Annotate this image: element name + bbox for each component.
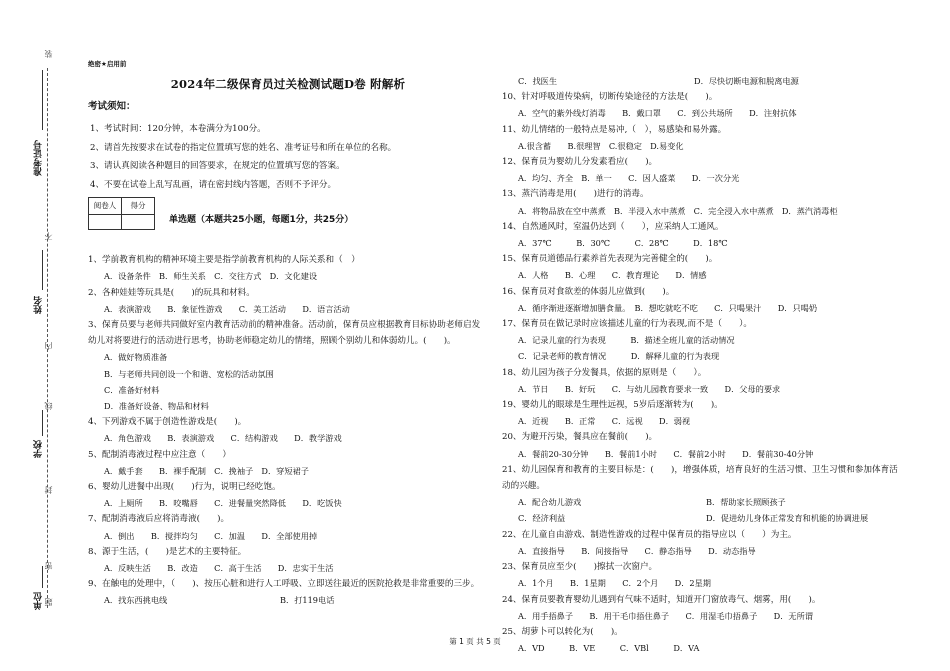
question-options[interactable]: D．准备好设备、物品和材料 — [104, 401, 209, 412]
q9-options — [88, 592, 488, 608]
question-options[interactable]: B．与老师共同创设一个和谐、宽松的活动氛围 — [104, 368, 274, 379]
question-options[interactable]: A．均匀、齐全 B．单一 C．因人盛菜 D．一次分光 — [518, 173, 740, 184]
question-text: 8、源于生活，( )是艺术的主要特征。 — [88, 546, 247, 557]
question-text: 22、在儿童自由游戏、制造性游戏的过程中保育员的指导应以（ ）为主。 — [502, 529, 797, 540]
score-cell[interactable] — [122, 215, 155, 230]
seal-mark-5: 密 — [44, 562, 53, 570]
question-options[interactable]: A.很含蓄 B.很理智 C.很稳定 D.易变化 — [518, 140, 684, 151]
question-options[interactable]: A．反映生活 B．改造 C．高于生活 D．忠实于生活 — [104, 563, 334, 574]
question-options[interactable]: A．角色游戏 B．表演游戏 C．结构游戏 D．教学游戏 — [104, 433, 342, 444]
notice-list — [90, 120, 488, 194]
name-label: 姓名 — [34, 296, 44, 314]
question-options[interactable]: A．1个月 B．1星期 C．2个月 D．2星期 — [518, 578, 711, 589]
q21-options — [502, 494, 902, 510]
q9-option-d[interactable]: D．尽快切断电源和脱离电源 — [694, 76, 799, 86]
left-question-list — [88, 252, 488, 592]
question-text: 10、针对呼吸道传染病，切断传染途径的方法是( )。 — [502, 92, 718, 103]
question-options[interactable]: C．记录老师的教育情况 D．解释儿童的行为表现 — [518, 351, 720, 362]
q9-options-continued — [502, 73, 902, 89]
binding-margin — [0, 0, 60, 671]
seal-mark-bottom: 题 — [44, 598, 53, 606]
seal-mark-2: 内 — [44, 342, 53, 350]
question-options[interactable]: A．直接指导 B．间接指导 C．静态指导 D．动态指导 — [518, 545, 756, 556]
question-text: 20、为避开污染，餐具应在餐前( )。 — [502, 432, 658, 443]
seal-mark-1: 不 — [44, 232, 53, 240]
q9-option-c[interactable]: C．找医生 — [518, 76, 558, 86]
exam-number-fill-line — [42, 70, 43, 130]
question-options[interactable]: C．准备好材料 — [104, 384, 160, 395]
q21-option-d[interactable]: D．促进幼儿身体正常发育和机能的协调进展 — [706, 513, 869, 524]
question-options[interactable]: A．表演游戏 B．象征性游戏 C．美工活动 D．语言活动 — [104, 303, 350, 314]
grader-cell[interactable] — [89, 215, 122, 230]
notice-heading: 考试须知： — [88, 100, 136, 112]
q21-option-b[interactable]: B．帮助家长照顾孩子 — [706, 497, 786, 508]
question-text: 16、保育员对食欲差的体弱儿应做到( )。 — [502, 286, 675, 297]
seal-mark-top: 装 — [44, 50, 53, 58]
question-text: 13、蒸汽消毒是用( )进行的消毒。 — [502, 189, 649, 200]
question-text: 15、保育员道德品行素养首先表现为完善健全的( )。 — [502, 254, 718, 265]
question-options[interactable]: A．做好物质准备 — [104, 352, 168, 363]
question-text: 17、保育员在做记录时应该描述儿童的行为表现,而不是（ ）。 — [502, 319, 752, 330]
question-text: 2、各种娃娃等玩具是( )的玩具和材料。 — [88, 287, 255, 298]
question-text: 3、保育员要与老师共同做好室内教育活动前的精神准备。活动前，保育员应根据教育目标协助老师启发幼儿对将要进行的活动进行思考，协助老师稳定幼儿的情绪，照顾个别幼儿和体弱幼儿。( )。 — [88, 320, 481, 347]
question-options[interactable]: A．设备条件 B．师生关系 C．交往方式 D．文化建设 — [104, 271, 318, 282]
question-text: 23、保育员应至少( )擦拭一次窗户。 — [502, 562, 658, 573]
exam-number-label: 准考证号 — [34, 140, 44, 176]
question-text: 12、保育员为婴幼儿分发素看应( )。 — [502, 157, 658, 168]
score-row — [88, 197, 488, 230]
q21-option-a[interactable]: A．配合幼儿游戏 — [518, 497, 582, 508]
right-column — [502, 57, 902, 656]
left-column — [88, 57, 488, 609]
question-text: 6、婴幼儿进餐中出现( )行为，说明已经吃饱。 — [88, 482, 281, 493]
question-options[interactable]: A．循序渐进逐渐增加膳食量。 B．想吃就吃不吃 C．只喝果汁 D．只喝奶 — [518, 302, 818, 313]
question-text: 7、配制消毒液后应将消毒液( )。 — [88, 514, 230, 525]
question-text: 14、自然通风时，室温仍达到（ ），应采纳人工通风。 — [502, 221, 724, 232]
question-text: 21、幼儿园保育和教育的主要目标是：( )，增强体质，培育良好的生活习惯、卫生习惯和参加体育活动的兴趣。 — [502, 464, 898, 492]
score-header: 得分 — [122, 198, 155, 215]
question-options[interactable]: A．戴手套 B．裸手配制 C．挽袖子 D．穿短裙子 — [104, 465, 309, 476]
question-text: 1、学前教育机构的精神环境主要是指学前教育机构的人际关系和（ ） — [88, 255, 360, 266]
school-label: 学校 — [34, 440, 44, 458]
q21-options — [502, 510, 902, 526]
secret-mark: 绝密★启用前 — [88, 60, 127, 68]
notice-item: 3、请认真阅读各种题目的回答要求，在规定的位置填写您的答案。 — [90, 161, 345, 172]
seal-mark-4: 封 — [44, 486, 53, 494]
question-options[interactable]: A．空气的紫外线灯消毒 B．戴口罩 C．到公共场所 D．注射抗体 — [518, 108, 797, 119]
section-heading: 单选题（本题共25小题，每题1分，共25分） — [169, 215, 354, 226]
question-options[interactable]: A．近视 B．正常 C．远视 D．弱视 — [518, 416, 691, 427]
question-options[interactable]: A．用手捂鼻子 B．用干毛巾捂住鼻子 C．用湿毛巾捂鼻子 D．无所谓 — [518, 610, 813, 621]
question-text: 9、在触电的处理中，（ )、按压心脏和进行人工呼吸、立即送往最近的医院抢救是非常重要的三步。 — [88, 579, 480, 590]
question-options[interactable]: A．记录儿童的行为表现 B．描述全班儿童的活动情况 — [518, 335, 735, 346]
right-question-list — [502, 89, 902, 656]
notice-item: 1、考试时间：120分钟，本卷满分为100分。 — [90, 124, 266, 135]
question-text: 11、幼儿情绪的一般特点是易冲,（ ），易感染和易外露。 — [502, 124, 727, 135]
notice-item: 2、请首先按要求在试卷的指定位置填写您的姓名、准考证号和所在单位的名称。 — [90, 142, 397, 153]
question-text: 24、保育员要教育婴幼儿遇到有气味不适时，知道开门窗放毒气、烟雾，用( )。 — [502, 594, 821, 605]
question-options[interactable]: A．将物品放在空中蒸煮 B．半浸入水中蒸煮 C．完全浸入水中蒸煮 D．蒸汽消毒柜 — [518, 205, 838, 216]
question-options[interactable]: A．37℃ B．30℃ C．28℃ D．18℃ — [518, 238, 728, 249]
unit-fill-line — [42, 566, 43, 588]
question-text: 19、婴幼儿的眼球是生理性远视，5岁后逐渐转为( )。 — [502, 400, 723, 411]
school-fill-line — [42, 410, 43, 436]
page-number: 第 1 页 共 5 页 — [449, 637, 501, 646]
q21-option-c[interactable]: C．经济利益 — [518, 513, 566, 524]
score-table — [88, 197, 155, 230]
q9-option-b[interactable]: B．打119电话 — [280, 595, 335, 606]
unit-label: 单位 — [34, 592, 44, 610]
question-options[interactable]: A．倒出 B．搅拌均匀 C．加温 D．全部使用掉 — [104, 530, 318, 541]
question-options[interactable]: A．节日 B．好玩 C．与幼儿园教育要求一致 D．父母的要求 — [518, 383, 781, 394]
question-options[interactable]: A．人格 B．心理 C．教育理论 D．情感 — [518, 270, 707, 281]
exam-title: 2024年二级保育员过关检测试题D卷 附解析 — [170, 76, 406, 91]
question-options[interactable]: A．VD B．VE C．VBl D．VA — [518, 643, 700, 654]
notice-item: 4、不要在试卷上乱写乱画，请在密封线内答题，否则不予评分。 — [90, 179, 337, 190]
seal-mark-3: 线 — [44, 402, 53, 410]
question-text: 25、胡萝卜可以转化为( )。 — [502, 626, 623, 637]
question-options[interactable]: A．餐前20-30分钟 B．餐前1小时 C．餐前2小时 D．餐前30-40分钟 — [518, 448, 814, 459]
grader-header: 阅卷人 — [89, 198, 122, 215]
question-options[interactable]: A．上厕所 B．咬嘴唇 C．进餐量突然降低 D．吃饭快 — [104, 498, 342, 509]
question-text: 18、幼儿园为孩子分发餐具，依据的原则是（ ）。 — [502, 367, 707, 378]
name-fill-line — [42, 250, 43, 290]
seal-dashed-line — [47, 68, 48, 608]
question-text: 5、配制消毒液过程中应注意（ ） — [88, 449, 231, 460]
question-text: 4、下列游戏不属于创造性游戏是( )。 — [88, 417, 247, 428]
q9-option-a[interactable]: A．找东西挑电线 — [104, 595, 168, 606]
